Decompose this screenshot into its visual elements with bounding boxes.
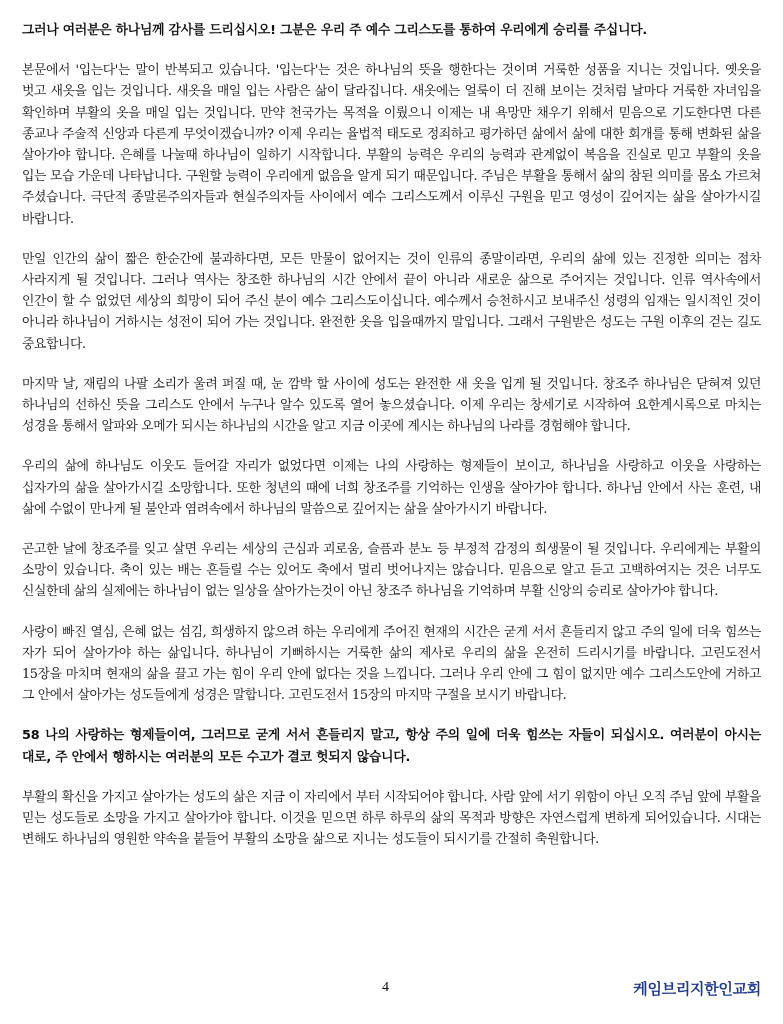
body-paragraph-5: 곤고한 날에 창조주를 잊고 살면 우리는 세상의 근심과 괴로움, 슬픔과 분노 등 부정적 감정의 희생물이 될 것입니다. 우리에게는 부활의 소망이 있습니다. 축이 있는 배는 흔들릴 수는 있어도 축에서 멀리 벗어나지는 않습니다. 믿음으로 알고 듣고 고백하여지는 것은 너무도 신실한데 삶의 실제에는 하나님이 없는 일상을 살아가는것이 아닌 창조주 하나님을 기억하며 부활 신앙의 승리로 살아가야 합니다.	[22, 542, 761, 600]
paragraph-gap	[22, 706, 761, 725]
paragraph-gap	[22, 520, 761, 539]
paragraph-gap	[22, 768, 761, 787]
scripture-heading: 그러나 여러분은 하나님께 감사를 드리십시오! 그분은 우리 주 예수 그리스도를 통하여 우리에게 승리를 주십니다.	[22, 23, 648, 38]
body-paragraph-6: 사랑이 빠진 열심, 은혜 없는 섬김, 희생하지 않으려 하는 우리에게 주어진 현재의 시간은 굳게 서서 흔들리지 않고 주의 일에 더욱 힘쓰는 자가 되어 살아가야 하는 삶입니다. 하나님이 기뻐하시는 거룩한 삶의 제사로 우리의 삶을 온전히 드리시기를 바랍니다. 고린도전서 15장을 마치며 현재의 삶을 끌고 가는 힘이 우리 안에 없다는 것을 느낍니다. 그러나 우리 안에 그 힘이 없지만 예수 그리스도안에 거하고 그 안에서 살아가는 성도들에게 성경은 말합니다. 고린도전서 15장의 마지막 구절을 보시기 바랍니다.	[22, 624, 761, 704]
paragraph-gap	[22, 603, 761, 622]
scripture-verse-58: 58 나의 사랑하는 형제들이여, 그러므로 굳게 서서 흔들리지 말고, 항상 주의 일에 더욱 힘쓰는 자들이 되십시오. 여러분이 아시는 대로, 주 안에서 행하시는 여러분의 모든 수고가 결코 헛되지 않습니다.	[22, 728, 761, 765]
church-name: 케임브리지한인교회	[633, 980, 761, 998]
document-page	[22, 20, 761, 851]
body-paragraph-4: 우리의 삶에 하나님도 이웃도 들어갈 자리가 없었다면 이제는 나의 사랑하는 형제들이 보이고, 하나님을 사랑하고 이웃을 사랑하는 십자가의 삶을 살아가시길 소망합니다. 또한 청년의 때에 너희 창조주를 기억하는 인생을 살아가야 합니다. 하나님 안에서 사는 훈련, 내 삶에 수없이 만나게 될 불안과 염려속에서 하나님의 말씀으로 깊어지는 삶을 살아가시기 바랍니다.	[22, 459, 761, 517]
body-paragraph-1: 본문에서 '입는다'는 말이 반복되고 있습니다. '입는다'는 것은 하나님의 뜻을 행한다는 것이며 거룩한 성품을 지니는 것입니다. 옛옷을 벗고 새옷을 입는 것입니다. 새옷을 매일 입는 사람은 삶이 달라집니다. 새옷에는 얼룩이 더 진해 보이는 것처럼 날마다 거룩한 자녀임을 확인하며 부활의 옷을 매일 입는 것입니다. 만약 천국가는 목적을 이뤘으니 이제는 내 욕망만 채우기 위해서 믿음으로 기도한다면 다른 종교나 주술적 신앙과 다른게 무엇이겠습니까? 이제 우리는 율법적 태도로 정죄하고 평가하던 삶에서 삶에 대한 회개를 통해 변화된 삶을 살아가야 합니다. 은혜를 나눌때 하나님이 일하기 시작합니다. 부활의 능력은 우리의 능력과 관계없이 복음을 진실로 믿고 부활의 옷을 입는 모습 가운데 나타납니다. 구원할 능력이 우리에게 없음을 알게 되기 때문입니다. 주님은 부활을 통해서 삶의 참된 의미를 몸소 가르쳐 주셨습니다. 극단적 종말론주의자들과 현실주의자들 사이에서 예수 그리스도께서 이루신 구원을 믿고 영성이 깊어지는 삶을 살아가시길 바랍니다.	[22, 63, 761, 227]
body-paragraph-3: 마지막 날, 재림의 나팔 소리가 울려 퍼질 때, 눈 깜박 할 사이에 성도는 완전한 새 옷을 입게 될 것입니다. 창조주 하나님은 닫혀져 있던 하나님의 선하신 뜻을 그리스도 안에서 누구나 알수 있도록 열어 놓으셨습니다. 이제 우리는 창세기로 시작하여 요한계시록으로 마치는 성경을 통해서 알파와 오메가 되시는 하나님의 시간을 알고 지금 이곳에 계시는 하나님의 나라를 경험해야 합니다.	[22, 376, 761, 435]
paragraph-gap	[22, 41, 761, 60]
page-number: 4	[382, 980, 389, 995]
paragraph-gap	[22, 230, 761, 249]
body-paragraph-2: 만일 인간의 삶이 짧은 한순간에 불과하다면, 모든 만물이 없어지는 것이 인류의 종말이라면, 우리의 삶에 있는 진정한 의미는 점차 사라지게 될 것입니다. 그러나 역사는 창조한 하나님의 시간 안에서 끝이 아니라 새로운 삶으로 주어지는 것입니다. 인류 역사속에서 인간이 할 수 없었던 세상의 희망이 되어 주신 분이 예수 그리스도이십니다. 예수께서 승천하시고 보내주신 성령의 임재는 일시적인 것이 아니라 하나님이 거하시는 성전이 되어 가는 것입니다. 완전한 옷을 입을때까지 말입니다. 그래서 구원받은 성도는 구원 이후의 걷는 길도 중요합니다.	[22, 251, 761, 352]
paragraph-gap	[22, 355, 761, 374]
closing-paragraph: 부활의 확신을 가지고 살아가는 성도의 삶은 지금 이 자리에서 부터 시작되어야 합니다. 사람 앞에 서기 위함이 아닌 오직 주님 앞에 부활을 믿는 성도들로 소망을 가지고 살아가야 합니다. 이것을 믿으면 하루 하루의 삶의 목적과 방향은 자연스럽게 변하게 되어있습니다. 시대는 변해도 하나님의 영원한 약속을 붙들어 부활의 소망을 삶으로 지니는 성도들이 되시기를 간절히 축원합니다.	[22, 789, 761, 848]
paragraph-gap	[22, 437, 761, 456]
